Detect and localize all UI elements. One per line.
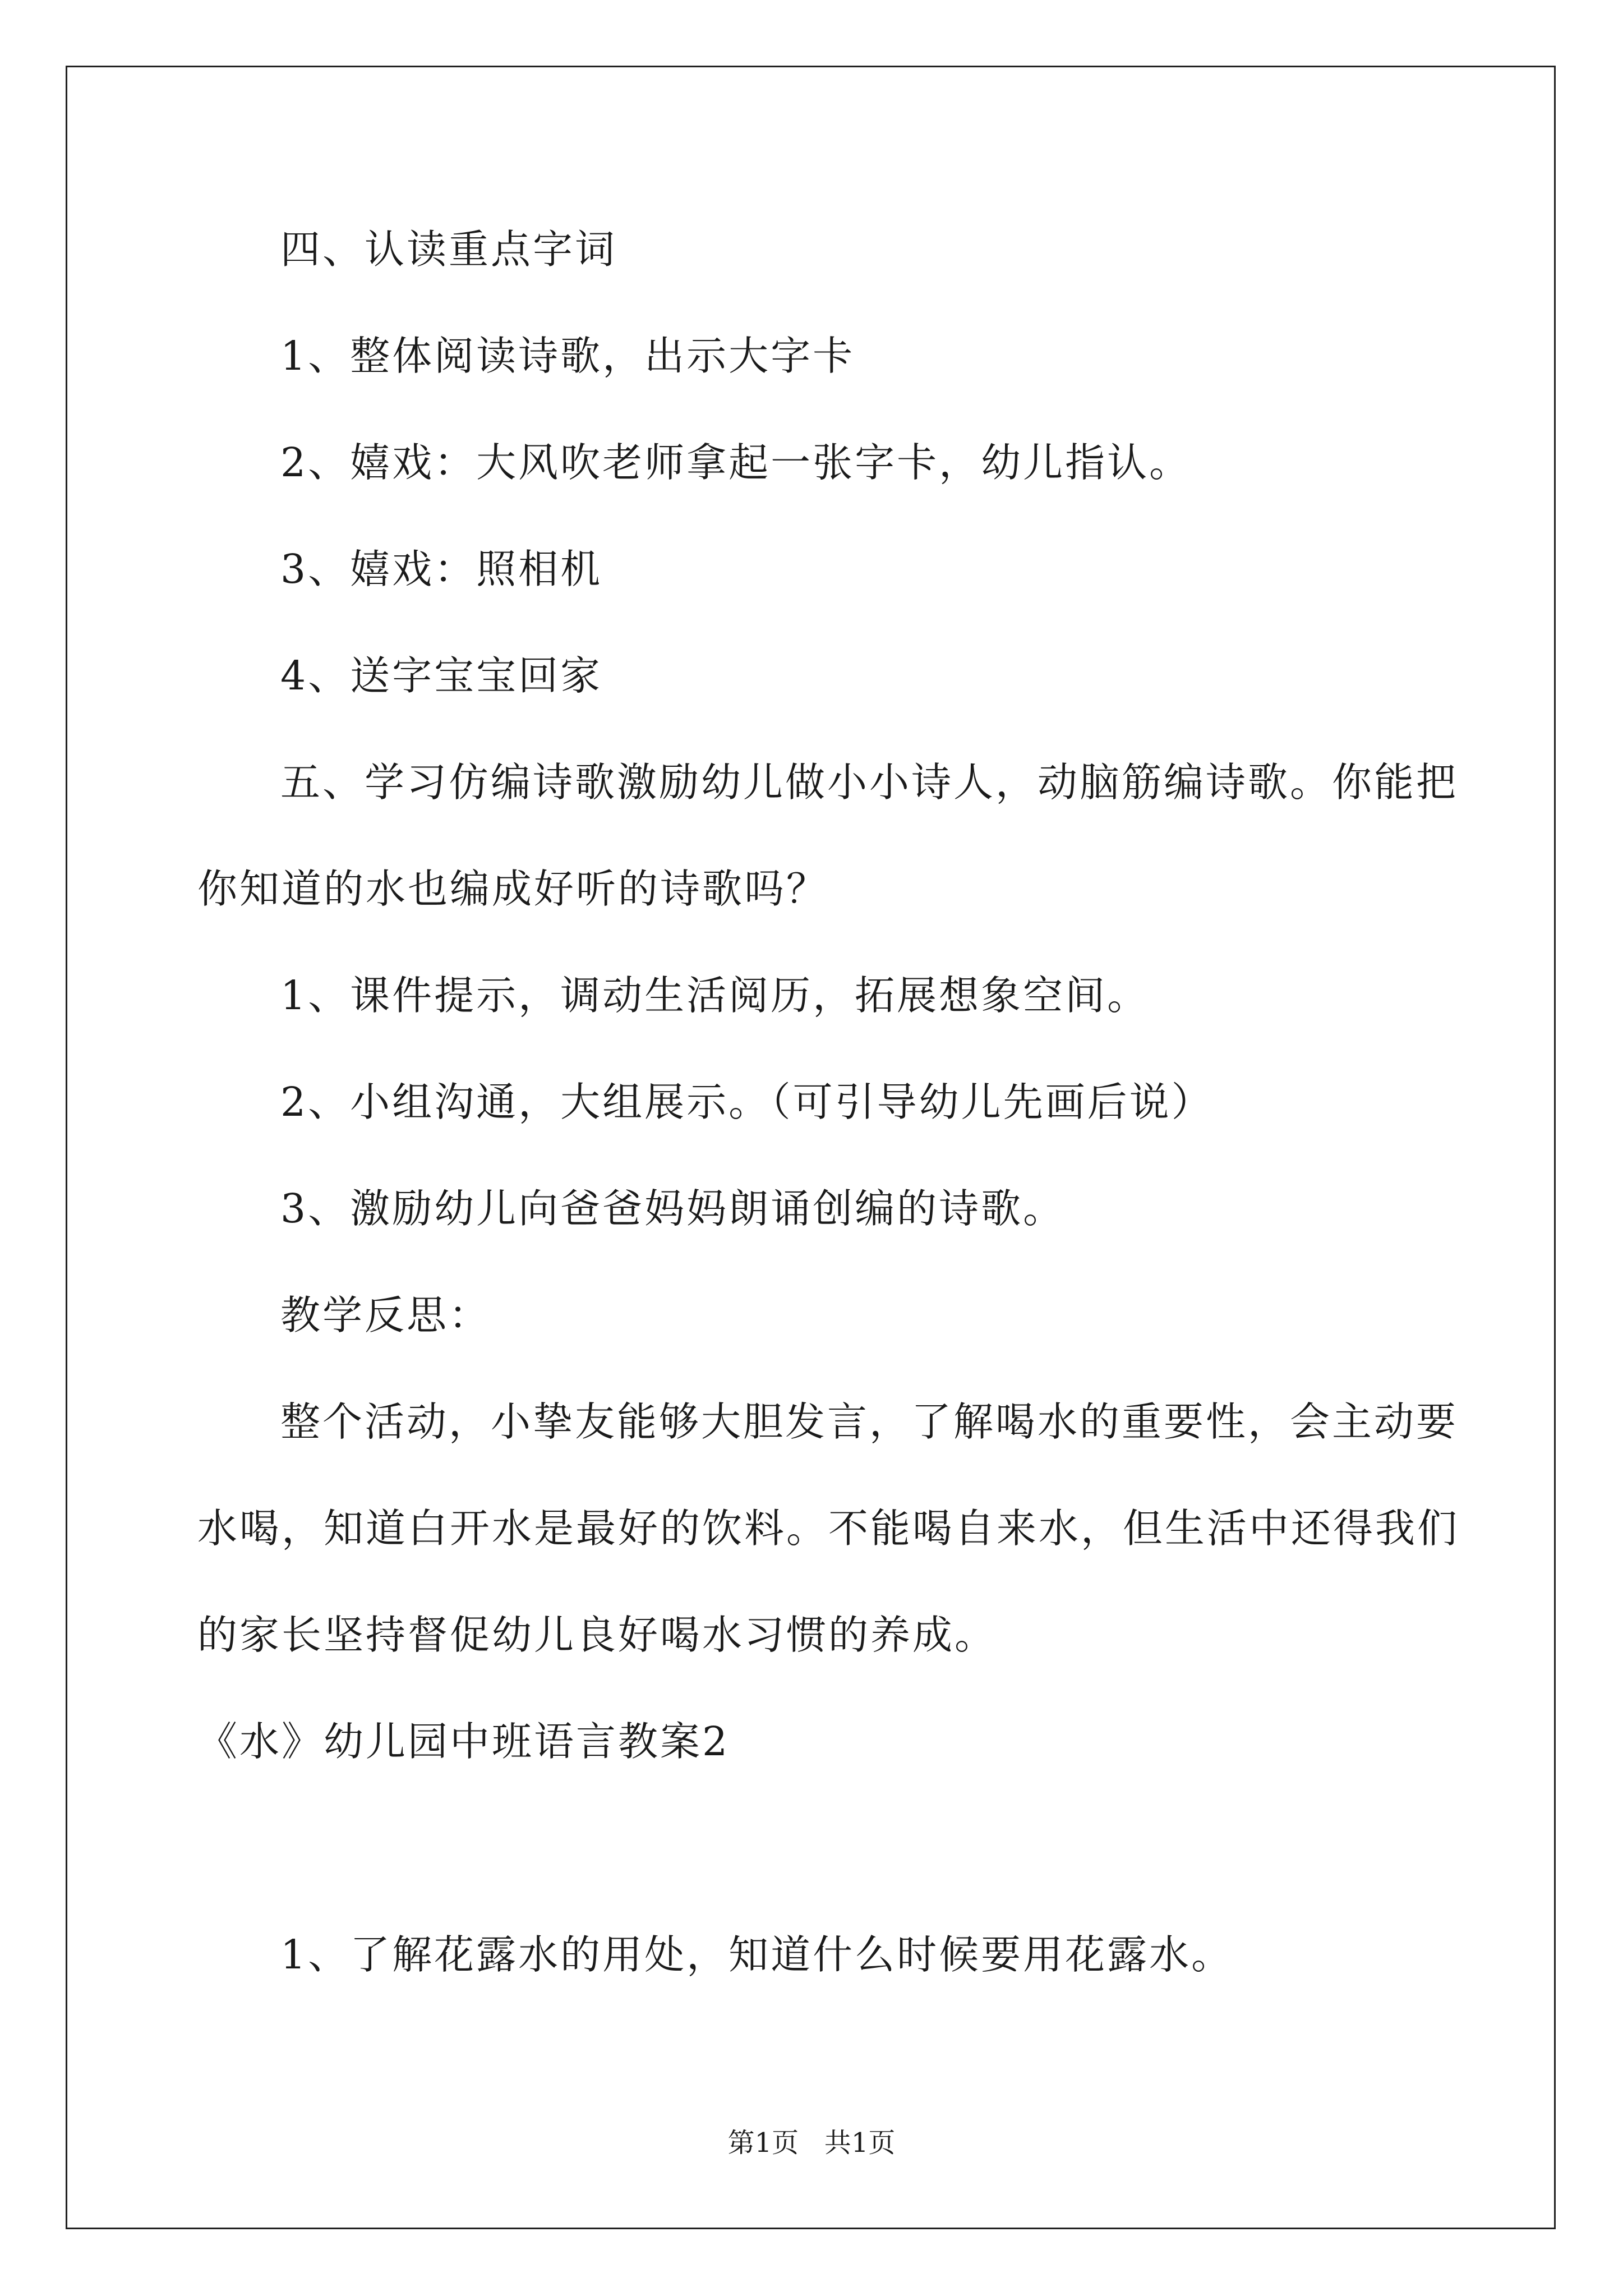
lesson-plan-2-title: 《水》幼儿园中班语言教案2: [197, 1718, 730, 1765]
paragraph-item-1: 1、整体阅读诗歌，出示大字卡: [280, 333, 855, 379]
paragraph-item-2: 2、嬉戏：大风吹老师拿起一张字卡，幼儿指认。: [280, 439, 1192, 486]
paragraph-item-3b: 3、激励幼儿向爸爸妈妈朗诵创编的诗歌。: [280, 1185, 1066, 1232]
paragraph-item-2b: 2、小组沟通，大组展示。（可引导幼儿先画后说）: [280, 1079, 1214, 1125]
paragraph-goal-1: 1、了解花露水的用处，知道什么时候要用花露水。: [280, 1931, 1234, 1978]
paragraph-reflection-line-3: 的家长坚持督促幼儿良好喝水习惯的养成。: [197, 1612, 997, 1658]
paragraph-item-3: 3、嬉戏：照相机: [280, 546, 603, 592]
paragraph-reflection-heading: 教学反思：: [280, 1292, 491, 1338]
paragraph-item-1b: 1、课件提示，调动生活阅历，拓展想象空间。: [280, 972, 1150, 1019]
page-number-footer: 第1页 共1页: [727, 2127, 896, 2159]
paragraph-section-4-heading: 四、认读重点字词: [280, 226, 617, 273]
paragraph-item-4: 4、送字宝宝回家: [280, 652, 603, 699]
page-border: [66, 66, 1556, 2229]
paragraph-reflection-line-2: 水喝，知道白开水是最好的饮料。不能喝自来水，但生活中还得我们: [197, 1505, 1460, 1552]
paragraph-section-5-line-2: 你知道的水也编成好听的诗歌吗？: [197, 866, 829, 912]
paragraph-reflection-line-1: 整个活动，小挚友能够大胆发言，了解喝水的重要性，会主动要: [280, 1398, 1459, 1445]
paragraph-section-5-line-1: 五、学习仿编诗歌激励幼儿做小小诗人，动脑筋编诗歌。你能把: [280, 759, 1459, 806]
